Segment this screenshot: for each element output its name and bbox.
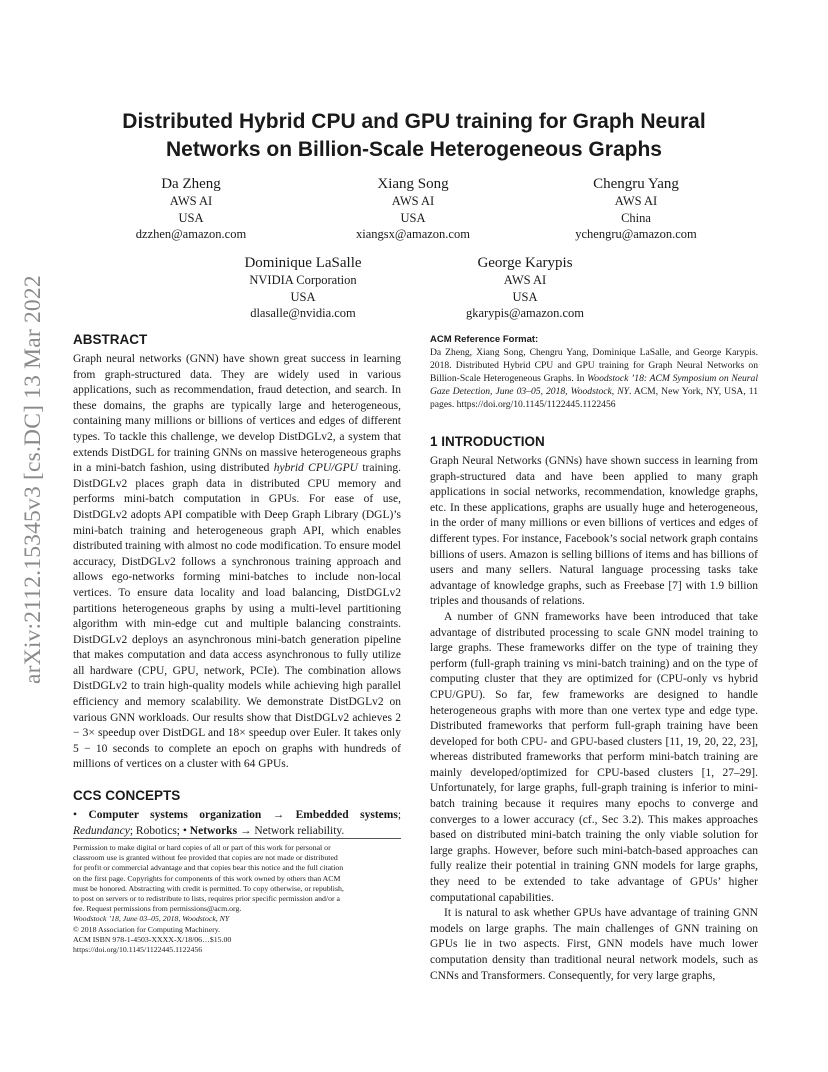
ccs-term: Networks — [189, 824, 238, 837]
author-email[interactable]: gkarypis@amazon.com — [465, 306, 585, 320]
ccs-text-part: → Network reliability. — [237, 824, 345, 837]
introduction-heading: 1 INTRODUCTION — [430, 434, 545, 449]
abstract-heading: ABSTRACT — [73, 332, 148, 347]
author-name: George Karypis — [477, 255, 573, 271]
acm-reference-text — [430, 346, 758, 411]
intro-paragraph: It is natural to ask whether GPUs have advantage of training GNN models on large graphs. The main challenges of GNN training on GPUs lie in two aspects. First, GNN models have much lower computation density than traditional neural network models, such as CNNs and Transformers. Consequently, for very large graphs, — [430, 907, 758, 982]
author-block — [293, 175, 533, 243]
acm-reference-part: . ACM, New York, NY, USA, 11 pages. https://doi.org/10.1145/1122445.1122456 — [430, 386, 758, 410]
author-name: Da Zheng — [161, 176, 221, 192]
permission-line: fee. Request permissions from permissions@acm.org. — [73, 904, 242, 914]
left-column — [73, 331, 401, 839]
author-block — [516, 175, 756, 243]
author-affiliation: AWS AI — [614, 194, 658, 208]
author-email[interactable]: ychengru@amazon.com — [575, 227, 697, 241]
abstract-text-part: Graph neural networks (GNN) have shown great success in learning from graph-structured data. They are widely used in various applications, such as recommendation, fraud detection, and search. In these domains, the graphs are typically large and heterogeneous, containing many millions or billions of vertices and edges of different types. To tackle this challenge, we develop DistDGLv2, a system that extends DistDGL for training GNNs on massive heterogeneous graphs in a mini-batch fashion, using distributed — [73, 353, 401, 475]
ccs-separator: ; — [397, 809, 402, 822]
acm-reference-heading: ACM Reference Format: — [430, 334, 539, 345]
acm-reference — [430, 333, 758, 411]
ccs-arrow: → — [261, 809, 296, 822]
author-block — [71, 175, 311, 243]
author-affiliation: AWS AI — [503, 273, 547, 287]
ccs-term: Embedded systems — [295, 809, 398, 822]
ccs-bullet: • — [73, 809, 89, 822]
copyright-line: © 2018 Association for Computing Machinery. — [73, 924, 221, 934]
author-email[interactable]: dzzhen@amazon.com — [135, 227, 247, 241]
author-country: USA — [178, 210, 204, 225]
author-email[interactable]: xiangsx@amazon.com — [356, 227, 470, 241]
author-name: Dominique LaSalle — [244, 255, 362, 271]
author-country: USA — [512, 289, 538, 304]
title-line-2: Networks on Billion-Scale Heterogeneous Graphs — [166, 138, 662, 161]
author-block — [405, 254, 645, 322]
permission-line: on the first page. Copyrights for components of this work owned by others than ACM — [73, 873, 341, 883]
author-affiliation: AWS AI — [169, 194, 213, 208]
introduction-section — [430, 433, 758, 984]
permission-line: classroom use is granted without fee provided that copies are not made or distributed — [73, 853, 338, 863]
acm-reference-part: Da Zheng, Xiang Song, Chengru Yang, Dominique LaSalle, and George Karypis. 2018. Distributed Hybrid CPU and GPU training for Graph Neural Networks on Billion-Scale Heterogeneous Graphs. In — [430, 347, 758, 384]
author-country: USA — [400, 210, 426, 225]
ccs-section — [73, 787, 401, 839]
acm-reference-venue: Woodstock ’18: ACM Symposium on Neural Gaze Detection, June 03–05, 2018, Woodstock, NY — [430, 373, 758, 397]
permission-footnote — [73, 838, 401, 955]
doi-link[interactable]: https://doi.org/10.1145/1122445.1122456 — [73, 945, 203, 955]
abstract-emphasis: hybrid CPU/GPU — [273, 462, 358, 475]
arxiv-identifier: arXiv:2112.15345v3 [cs.DC] 13 Mar 2022 — [20, 275, 46, 684]
permission-line: for profit or commercial advantage and that copies bear this notice and the full citation — [73, 863, 344, 873]
intro-paragraph: A number of GNN frameworks have been introduced that take advantage of distributed processing to scale GNN model training to large graphs. These frameworks differ on the type of training they perform (full-graph training vs mini-batch training) and on the type of computing cluster that they are optimized for (CPU-only vs hybrid CPU/GPU). So far, few frameworks are designed to handle heterogeneous graphs with more than one vertex type and edge type. Distributed frameworks that perform full-graph training have been developed for both CPU- and GPU-based clusters [11, 19, 20, 22, 23], whereas distributed frameworks that perform mini-batch training are mainly developed/optimized for CPU-based clusters [1, 27–29]. Unfortunately, for large graphs, full-graph training is inferior to mini-batch training because it requires many epochs to converge and converges to a lower accuracy (cf., Sec 3.2). This makes approaches based on distributed mini-batch training the only viable solution for large graphs. However, before such mini-batch-based approaches can fully realize their potential in training GNN models for large graphs, they need to be extended to take advantage of GPUs’ higher computational capabilities. — [430, 610, 758, 904]
author-affiliation: AWS AI — [391, 194, 435, 208]
author-email[interactable]: dlasalle@nvidia.com — [250, 306, 356, 320]
author-name: Xiang Song — [377, 176, 449, 192]
ccs-text — [73, 808, 401, 839]
venue-line: Woodstock ’18, June 03–05, 2018, Woodstock, NY — [73, 914, 230, 924]
author-affiliation: NVIDIA Corporation — [249, 273, 357, 287]
permission-line: to post on servers or to redistribute to lists, requires prior specific permission and/or a — [73, 894, 340, 904]
abstract-text-part: training. DistDGLv2 places graph data in distributed CPU memory and performs mini-batch computation in GPUs. For ease of use, DistDGLv2 adopts API compatible with Deep Graph Library (DGL)’s mini-batch training and heterogeneous graph API, which enables distributed training with almost no code modification. To ensure model accuracy, DistDGLv2 follows a synchronous training approach and allows ego-networks forming mini-batches to include non-local vertices. To ensure data locality and load balancing, DistDGLv2 partitions heterogeneous graphs by using a multi-level partitioning algorithm with min-edge cut and multiple balancing constraints. DistDGLv2 deploys an asynchronous mini-batch generation pipeline that makes computation and data access asynchronous to fully utilize all hardware (CPU, GPU, network, PCIe). The combination allows DistDGLv2 to train high-quality models while achieving high parallel efficiency and memory scalability. We demonstrate DistDGLv2 on various GNN workloads. Our results show that DistDGLv2 achieves 2 − 3× speedup over DistDGL and 18× speedup over Euler. It takes only 5 − 10 seconds to complete an epoch on graphs with hundreds of millions of vertices on a cluster with 64 GPUs. — [73, 462, 401, 771]
author-country: USA — [290, 289, 316, 304]
author-name: Chengru Yang — [593, 176, 679, 192]
isbn-line: ACM ISBN 978-1-4503-XXXX-X/18/06…$15.00 — [73, 934, 232, 944]
intro-paragraph: Graph Neural Networks (GNNs) have shown success in learning from graph-structured data and have been applied to many graph applications in social networks, recommendation, knowledge graphs, etc. In these applications, graphs are usually huge and heterogeneous, in the order of many millions or even billions of vertices and edges of different types. For instance, Facebook’s social network graph contains billions of users. Amazon is selling billions of items and has billions of users and many sellers. Natural language processing tasks take advantage of knowledge graphs, such as Freebase [7] with 1.9 billion triples and thousands of relations. — [430, 455, 758, 608]
permission-line: Permission to make digital or hard copies of all or part of this work for personal or — [73, 843, 331, 852]
ccs-term-italic: Redundancy — [73, 824, 130, 837]
right-column — [430, 333, 758, 984]
permission-line: must be honored. Abstracting with credit is permitted. To copy otherwise, or republish, — [73, 883, 344, 893]
ccs-heading: CCS CONCEPTS — [73, 788, 181, 804]
ccs-text-part: ; Robotics; • — [129, 824, 190, 837]
paper-title — [70, 108, 758, 164]
title-line-1: Distributed Hybrid CPU and GPU training for Graph Neural — [122, 110, 706, 133]
author-block — [183, 254, 423, 322]
author-country: China — [621, 210, 651, 225]
abstract-text — [73, 352, 401, 773]
ccs-term: Computer systems organization — [88, 809, 262, 822]
